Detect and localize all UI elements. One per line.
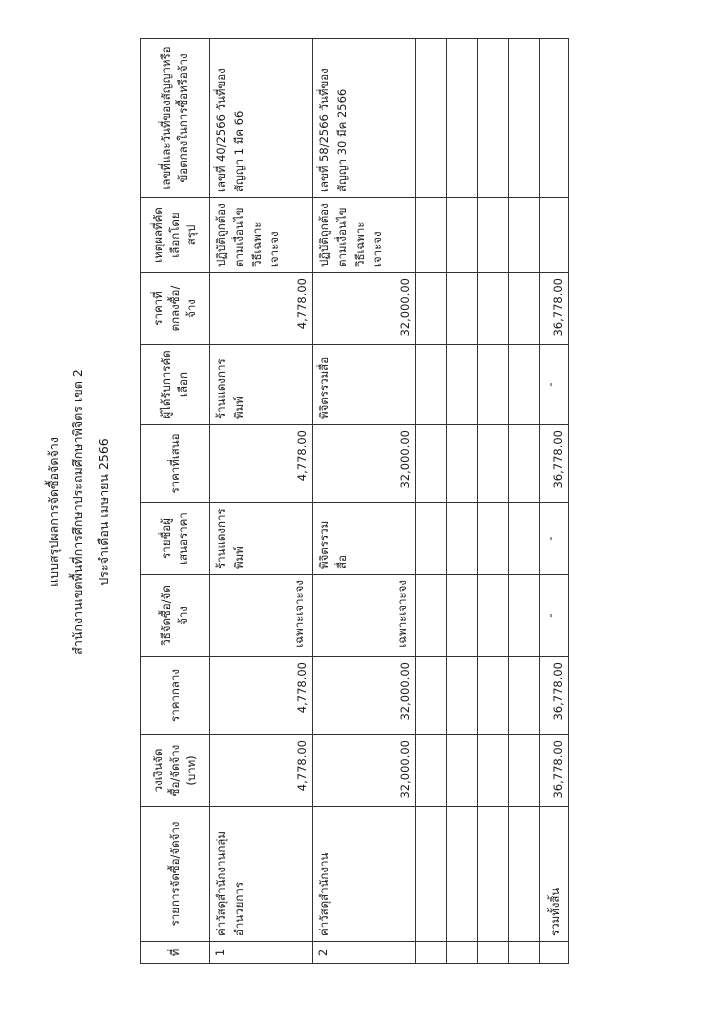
empty-row xyxy=(447,39,478,964)
col-agreed-price: ราคาที่ตกลงซื้อ/จ้าง xyxy=(141,273,210,345)
table-row xyxy=(210,39,313,964)
col-median: ราคากลาง xyxy=(141,657,210,735)
total-winner: - xyxy=(540,345,569,425)
col-budget: วงเงินจัดซื้อ/จัดจ้าง (บาท) xyxy=(141,735,210,807)
col-no: ที่ xyxy=(141,942,210,964)
row-reason: ปฏิบัติถูกต้องตามเงื่อนไขวิธีเฉพาะเจาะจง xyxy=(313,198,416,273)
col-winner: ผู้ได้รับการคัดเลือก xyxy=(141,345,210,425)
row-median: 4,778.00 xyxy=(210,657,313,735)
total-row xyxy=(540,39,569,964)
total-label: รวมทั้งสิ้น xyxy=(540,807,569,942)
row-winner: พิจิตรรวมสื่อ xyxy=(313,345,416,425)
row-budget: 32,000.00 xyxy=(313,735,416,807)
row-median: 32,000.00 xyxy=(313,657,416,735)
row-bid-price: 4,778.00 xyxy=(210,425,313,503)
col-item: รายการจัดซื้อ/จัดจ้าง xyxy=(141,807,210,942)
row-winner: ร้านแดงการพิมพ์ xyxy=(210,345,313,425)
row-no: 1 xyxy=(210,942,313,964)
row-bid-price: 32,000.00 xyxy=(313,425,416,503)
row-method: เฉพาะเจาะจง xyxy=(313,575,416,657)
table-row xyxy=(313,39,416,964)
row-contract: เลขที่ 58/2566 วันที่ของสัญญา 30 มีค 2566 xyxy=(313,39,416,198)
doc-month: ประจำเดือน เมษายน 2566 xyxy=(96,438,111,586)
col-reason: เหตุผลที่คัดเลือกโดยสรุป xyxy=(141,198,210,273)
doc-office: สำนักงานเขตพื้นที่การศึกษาประถมศึกษาพิจิตร เขต 2 xyxy=(70,369,85,655)
col-contract: เลขที่และวันที่ของสัญญาหรือข้อตกลงในการซื้อหรือจ้าง xyxy=(141,39,210,198)
empty-row xyxy=(509,39,540,964)
row-item: ค่าวัสดุสำนักงาน xyxy=(313,807,416,942)
total-bidders: - xyxy=(540,503,569,575)
doc-title: แบบสรุปผลการจัดซื้อจัดจ้าง xyxy=(46,437,61,587)
total-agreed-price: 36,778.00 xyxy=(540,273,569,345)
row-agreed-price: 32,000.00 xyxy=(313,273,416,345)
row-method: เฉพาะเจาะจง xyxy=(210,575,313,657)
total-median: 36,778.00 xyxy=(540,657,569,735)
row-budget: 4,778.00 xyxy=(210,735,313,807)
row-no: 2 xyxy=(313,942,416,964)
row-bidders: ร้านแดงการพิมพ์ xyxy=(210,503,313,575)
empty-row xyxy=(416,39,447,964)
empty-row xyxy=(478,39,509,964)
col-bid-price: ราคาที่เสนอ xyxy=(141,425,210,503)
total-bid-price: 36,778.00 xyxy=(540,425,569,503)
total-method: - xyxy=(540,575,569,657)
row-reason: ปฏิบัติถูกต้องตามเงื่อนไขวิธีเฉพาะเจาะจง xyxy=(210,198,313,273)
row-agreed-price: 4,778.00 xyxy=(210,273,313,345)
col-method: วิธีจัดซื้อ/จัดจ้าง xyxy=(141,575,210,657)
row-contract: เลขที่ 40/2566 วันที่ของสัญญา 1 มีค 66 xyxy=(210,39,313,198)
col-bidders: รายชื่อผู้เสนอราคา xyxy=(141,503,210,575)
row-bidders: พิจิตรรวมสื่อ xyxy=(313,503,416,575)
row-item: ค่าวัสดุสำนักงานกลุ่มอำนวยการ xyxy=(210,807,313,942)
procurement-table xyxy=(140,38,569,964)
header-row xyxy=(141,39,210,964)
total-budget: 36,778.00 xyxy=(540,735,569,807)
